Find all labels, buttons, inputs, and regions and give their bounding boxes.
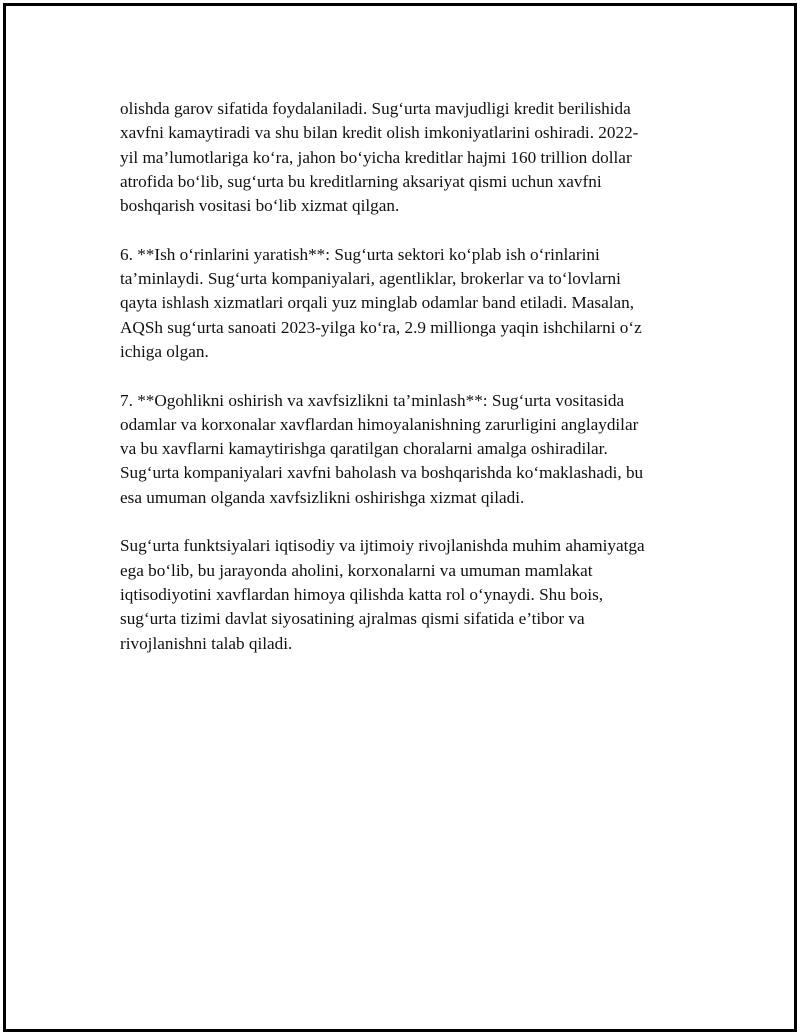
text-line: va bu xavflarni kamaytirishga qaratilgan choralarni amalga oshiradilar. [120,439,608,459]
paragraph-credit-collateral [120,97,692,218]
text-line: esa umuman olganda xavfsizlikni oshirishga xizmat qiladi. [120,487,525,507]
text-line: xavfni kamaytiradi va shu bilan kredit olish imkoniyatlarini oshiradi. 2022- [120,123,639,143]
paragraph-job-creation [120,243,692,364]
paragraph-conclusion [120,534,692,655]
text-line: sug‘urta tizimi davlat siyosatining ajralmas qismi sifatida e’tibor va [120,609,585,629]
document-page [3,3,797,1032]
document-body [120,97,692,680]
text-line: iqtisodiyotini xavflardan himoya qilishda katta rol o‘ynaydi. Shu bois, [120,584,604,604]
text-line: ega bo‘lib, bu jarayonda aholini, korxonalarni va umuman mamlakat [120,560,593,580]
text-line: atrofida bo‘lib, sug‘urta bu kreditlarning aksariyat qismi uchun xavfni [120,171,602,191]
text-line: 7. **Ogohlikni oshirish va xavfsizlikni ta’minlash**: Sug‘urta vositasida [120,390,625,410]
text-line: odamlar va korxonalar xavflardan himoyalanishning zarurligini anglaydilar [120,414,639,434]
text-line: boshqarish vositasi bo‘lib xizmat qilgan. [120,196,400,216]
text-line: 6. **Ish o‘rinlarini yaratish**: Sug‘urta sektori ko‘plab ish o‘rinlarini [120,244,600,264]
text-line: yil ma’lumotlariga ko‘ra, jahon bo‘yicha kreditlar hajmi 160 trillion dollar [120,147,632,167]
text-line: AQSh sug‘urta sanoati 2023-yilga ko‘ra, 2.9 millionga yaqin ishchilarni o‘z [120,317,642,337]
text-line: qayta ishlash xizmatlari orqali yuz minglab odamlar band etiladi. Masalan, [120,293,635,313]
paragraph-awareness-safety [120,389,692,510]
text-line: Sug‘urta funktsiyalari iqtisodiy va ijtimoiy rivojlanishda muhim ahamiyatga [120,536,645,556]
text-line: Sug‘urta kompaniyalari xavfni baholash va boshqarishda ko‘maklashadi, bu [120,463,644,483]
text-line: ta’minlaydi. Sug‘urta kompaniyalari, agentliklar, brokerlar va to‘lovlarni [120,269,621,289]
text-line: ichiga olgan. [120,341,209,361]
text-line: olishda garov sifatida foydalaniladi. Sug‘urta mavjudligi kredit berilishida [120,99,631,118]
text-line: rivojlanishni talab qiladi. [120,633,293,653]
